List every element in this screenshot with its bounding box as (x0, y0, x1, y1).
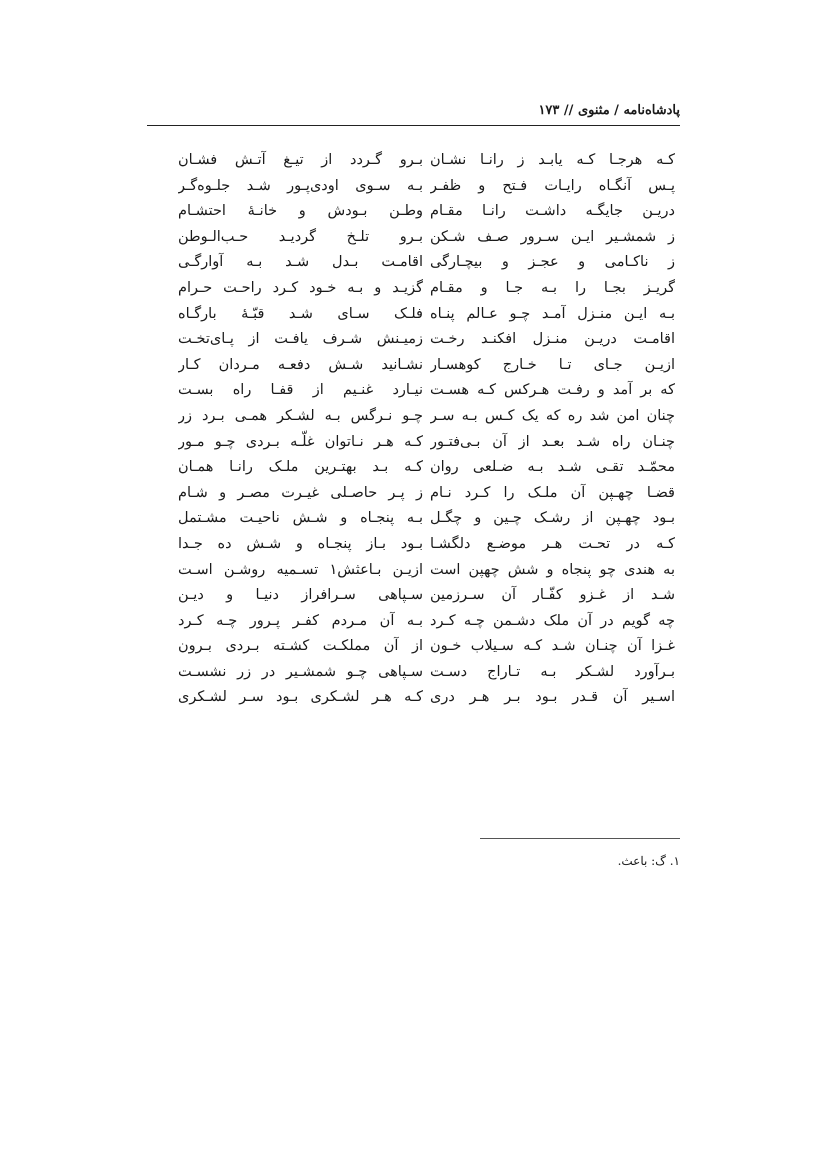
verse-line: بـرآورد لشـکر بـه تـاراج دسـت (430, 663, 675, 680)
verse-line: ز ناکـامی و عجـز و بیچـارگی (430, 254, 675, 271)
verse-line: کـه هـر نـاتوان غلّـه بـردی چـو مـور (178, 433, 423, 450)
verse-line: فلـک سـای شـد قبّـهٔ بارگـاه (178, 305, 423, 322)
verse-line: شـد از غـزو کفّـار آن سـرزمین (430, 587, 675, 604)
verse-line: ز پـر حاصـلی غیـرت مصـر و شـام (178, 484, 423, 501)
verse-line: گریـز بجـا را بـه جـا و مقـام (430, 279, 675, 296)
verse-line: ازیـن بـاعثش۱ تسـمیه روشـن اسـت (178, 561, 423, 578)
verse-line: غـزا آن چنـان شـد کـه سـیلاب خـون (430, 638, 675, 655)
verse-line: ز شمشـیر ایـن سـرور صـف شـکن (430, 228, 675, 245)
verse-line: بـرو گـردد از تیـغ آتـش فشـان (178, 152, 423, 168)
left-verse-column (178, 148, 423, 711)
verse-line: کـه در تحـت هـر موضـع دلگشـا (430, 535, 675, 552)
verse-line: بـه پنجـاه و شـش ناحیـت مشـتمل (178, 510, 423, 527)
verse-line: بـه آن مـردم کفـر پـرور چـه کـرد (178, 612, 423, 629)
verse-line: ازیـن جـای تـا خـارج کوهسـار (430, 356, 675, 373)
verse-line: چه گویم در آن ملک دشـمن چـه کـرد (430, 612, 675, 629)
verse-line: پـس آنگـاه رایـات فـتح و ظفـر (430, 177, 675, 194)
verse-line: که بر آمد و رفـت هـرکس کـه هسـت (430, 382, 675, 399)
verse-line: اقامـت بـدل شـد بـه آوارگـی (178, 254, 423, 271)
verse-line: گزیـد و بـه خـود کـرد راحـت حـرام (178, 279, 423, 296)
footnote: ۱. گ: باعث. (617, 854, 680, 868)
verse-line: کـه بـد بهتـرین ملـک رانـا همـان (178, 459, 423, 476)
right-verse-column (430, 148, 675, 711)
verse-line: اقامـت دریـن منـزل افکنـد رخـت (430, 331, 675, 348)
verse-line: به هندی چو پنجاه و شش چهپن است (430, 561, 675, 578)
verse-line: از آن مملکـت کشـته بـردی بـرون (178, 638, 423, 655)
verse-line: بـه سـوی اودی‌پـور شـد جلـوه‌گـر (178, 177, 423, 194)
verse-line: اسـیر آن قـدر بـود بـر هـر دری (430, 689, 675, 706)
verse-line: بـرو تلـخ گردیـد حـب‌الـوطن (178, 228, 423, 245)
verse-line: دریـن جایگـه داشـت رانـا مقـام (430, 203, 675, 220)
verse-line: قضـا چهـپن آن ملـک را کـرد نـام (430, 484, 675, 501)
verse-line: کـه هـر لشـکری بـود سـر لشـکری (178, 689, 423, 706)
verse-line: سـپاهی سـرافراز دنیـا و دیـن (178, 587, 423, 604)
verse-line: بـود چهـپن از رشـک چـین و چگـل (430, 510, 675, 527)
verse-line: نیـارد غنـیم از قفـا راه بسـت (178, 382, 423, 399)
verse-line: بـود بـاز پنجـاه و شـش ده جـدا (178, 535, 423, 552)
verse-line: نشـانید شـش دفعـه مـردان کـار (178, 356, 423, 373)
verse-line: وطـن بـودش و خانـهٔ احتشـام (178, 203, 423, 220)
verse-line: بـه ایـن منـزل آمـد چـو عـالم پنـاه (430, 305, 675, 322)
verse-line: محمّـد تقـی شـد بـه ضـلعی روان (430, 459, 675, 476)
header-rule (147, 125, 680, 126)
verse-line: زمیـنش شـرف یافـت از پـای‌تخـت (178, 331, 423, 348)
verse-line: چـو نـرگس بـه لشـکر همـی بـرد زر (178, 407, 423, 424)
verse-line: چنان امن شد ره که یک کـس بـه سـر (430, 407, 675, 424)
verse-line: چنـان راه شـد بعـد از آن بـی‌فتـور (430, 433, 675, 450)
running-header: پادشاه‌نامه / مثنوی // ۱۷۳ (538, 103, 680, 118)
footnote-rule (480, 838, 680, 839)
verse-line: سـپاهی چـو شمشـیر در زر نشسـت (178, 663, 423, 680)
verse-line: کـه هرجـا کـه یابـد ز رانـا نشـان (430, 152, 675, 168)
